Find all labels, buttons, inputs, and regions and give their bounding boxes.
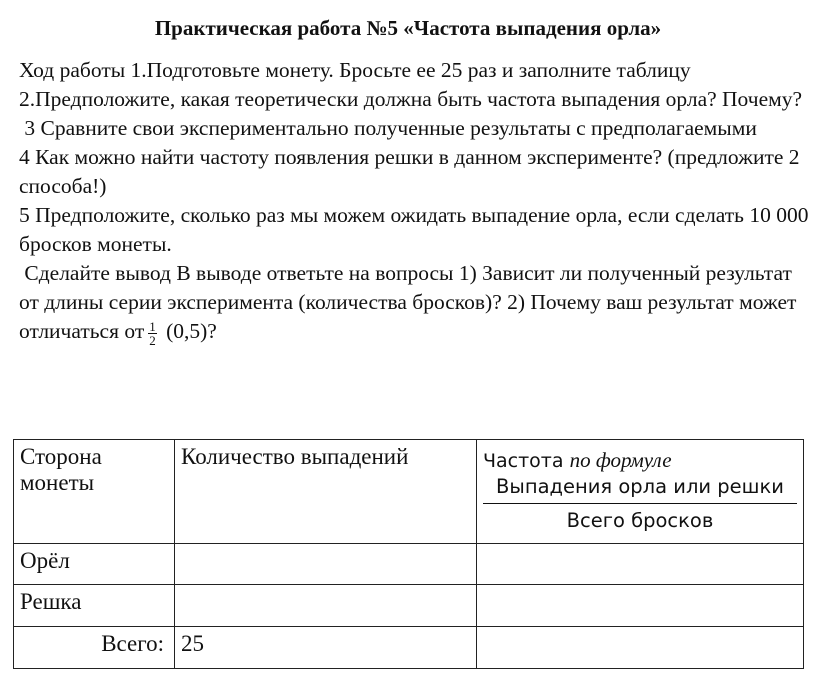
results-table [13, 439, 804, 669]
paragraph-2: 2.Предположите, какая теоретически должна быть частота выпадения орла? Почему? [19, 87, 803, 111]
row-label-heads: Орёл [14, 544, 175, 585]
formula-denominator: Всего бросков [566, 509, 714, 532]
paragraph-6 [19, 259, 809, 347]
freq-label: Частота [483, 450, 570, 472]
table-row-total [14, 627, 804, 669]
cell-freq-total[interactable] [477, 627, 804, 669]
header-count: Количество выпадений [175, 440, 477, 544]
task-text [19, 56, 809, 347]
formula-numerator: Выпадения орла или решки [483, 475, 797, 504]
paragraph-5: 5 Предположите, сколько раз мы можем ожидать выпадение орла, если сделать 10 000 бросков монеты. [19, 203, 809, 256]
table-row [14, 585, 804, 627]
total-value: 25 [175, 627, 477, 669]
table-header-row [14, 440, 804, 544]
fraction-denominator: 2 [149, 332, 156, 348]
header-frequency [477, 440, 804, 544]
header-side: Сторона монеты [14, 440, 175, 544]
paragraph-6-tail: (0,5)? [160, 319, 217, 343]
paragraph-4: 4 Как можно найти частоту появления решки в данном эксперименте? (предложите 2 способа!) [19, 145, 800, 198]
cell-count-tails[interactable] [175, 585, 477, 627]
paragraph-3: 3 Сравните свои экспериментально полученные результаты с предполагаемыми [19, 116, 757, 140]
fraction-numerator: 1 [149, 318, 156, 334]
row-label-tails: Решка [14, 585, 175, 627]
cell-freq-tails[interactable] [477, 585, 804, 627]
cell-count-heads[interactable] [175, 544, 477, 585]
fraction-one-half [148, 320, 157, 347]
freq-italic: по формуле [569, 448, 672, 472]
table-row [14, 544, 804, 585]
paragraph-6-text: Сделайте вывод В выводе ответьте на вопросы 1) Зависит ли полученный результат от длины серии эксперимента (количества бросков)? 2) Почему ваш результат может отличаться от [19, 261, 802, 343]
total-label: Всего: [14, 627, 175, 669]
page-title: Практическая работа №5 «Частота выпадения орла» [154, 16, 662, 40]
paragraph-1: Ход работы 1.Подготовьте монету. Бросьте ее 25 раз и заполните таблицу [19, 58, 691, 82]
cell-freq-heads[interactable] [477, 544, 804, 585]
